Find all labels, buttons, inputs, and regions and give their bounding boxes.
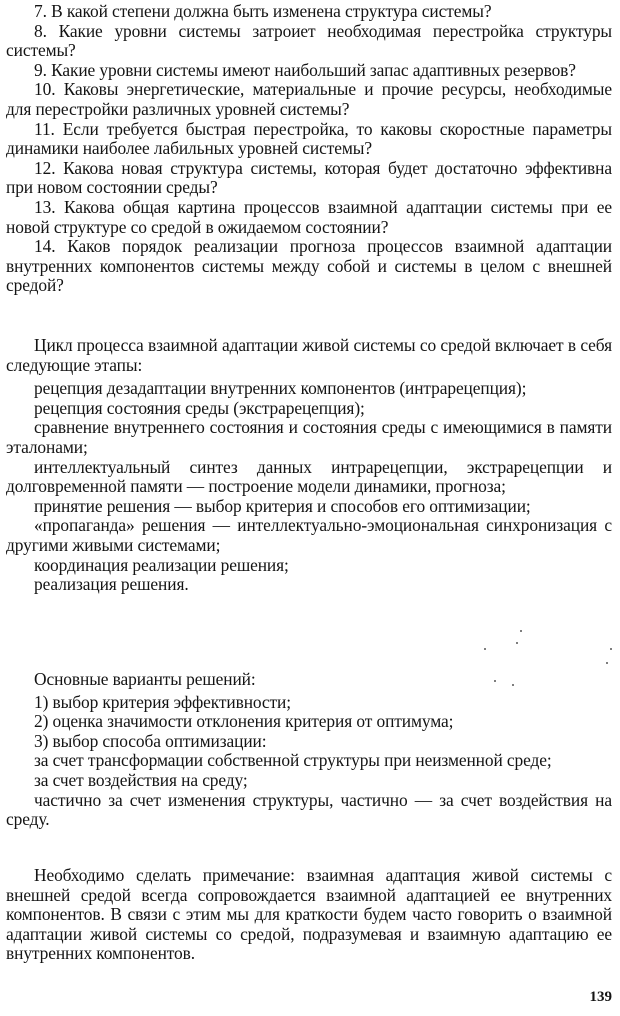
decision-variants — [6, 670, 612, 830]
stage-interoception: рецепция дезадаптации внутренних компонентов (интрарецепция); — [34, 378, 527, 399]
book-page — [6, 0, 612, 1016]
variant-2: 2) оценка значимости отклонения критерия от оптимума; — [34, 711, 454, 732]
stage-propaganda: «пропаганда» решения — интеллектуально-эмоциональная синхронизация с другими живыми системами; — [6, 515, 612, 555]
option-environment: за счет воздействия на среду; — [34, 769, 248, 790]
stage-synthesis: интеллектуальный синтез данных интрарецепции, экстрарецепции и долговременной памяти — построение модели динамики, прогноза; — [6, 456, 612, 497]
variants-heading: Основные варианты решений: — [34, 669, 256, 689]
option-mixed: частично за счет изменения структуры, частично — за счет воздействия на среду. — [6, 789, 612, 830]
stage-comparison: сравнение внутреннего состояния и состояния среды с имеющимися в памяти эталонами; — [6, 417, 612, 457]
question-list — [6, 2, 612, 296]
option-structure: за счет трансформации собственной структуры при неизменной среде; — [34, 750, 552, 771]
cycle-intro: Цикл процесса взаимной адаптации живой системы со средой включает в себя следующие этапы: — [6, 335, 612, 375]
note-section — [6, 866, 612, 964]
question-12: 12. Какова новая структура системы, которая будет достаточно эффективна при новом состоянии среды? — [6, 157, 612, 198]
note-paragraph: Необходимо сделать примечание: взаимная адаптация живой системы с внешней средой всегда сопровождается взаимной адаптацией ее внутренних компонентов. В связи с этим мы для краткости будем часто говорить о взаимной адаптации живой системы со средой, подразумевая и взаимную адаптацию ее внутренних компонентов. — [6, 865, 612, 964]
stage-realization: реализация решения. — [34, 574, 189, 595]
stage-coordination: координация реализации решения; — [34, 554, 289, 575]
question-11: 11. Если требуется быстрая перестройка, то каковы скоростные параметры динамики наиболее лабильных уровней системы? — [6, 118, 612, 159]
stage-decision: принятие решения — выбор критерия и способов его оптимизации; — [34, 495, 531, 516]
page-footer — [6, 985, 612, 1009]
stage-exteroception: рецепция состояния среды (экстрарецепция); — [34, 397, 365, 418]
question-10: 10. Каковы энергетические, материальные и прочие ресурсы, необходимые для перестройки различных уровней системы? — [6, 79, 612, 119]
cycle-section — [6, 336, 612, 595]
question-7: 7. В какой степени должна быть изменена структура системы? — [34, 1, 492, 21]
question-13: 13. Какова общая картина процессов взаимной адаптации системы при ее новой структуре со средой в ожидаемом состоянии? — [6, 196, 612, 237]
print-specks — [476, 628, 616, 688]
question-9: 9. Какие уровни системы имеют наибольший запас адаптивных резервов? — [34, 59, 576, 80]
variant-1: 1) выбор критерия эффективности; — [34, 691, 291, 712]
page-number: 139 — [589, 989, 612, 1005]
question-8: 8. Какие уровни системы затроиет необходимая перестройка структуры системы? — [6, 20, 612, 61]
question-14: 14. Каков порядок реализации прогноза процессов взаимной адаптации внутренних компонентов системы между собой и системы в целом с внешней средой? — [6, 236, 612, 296]
variant-3: 3) выбор способа оптимизации: — [34, 730, 267, 751]
